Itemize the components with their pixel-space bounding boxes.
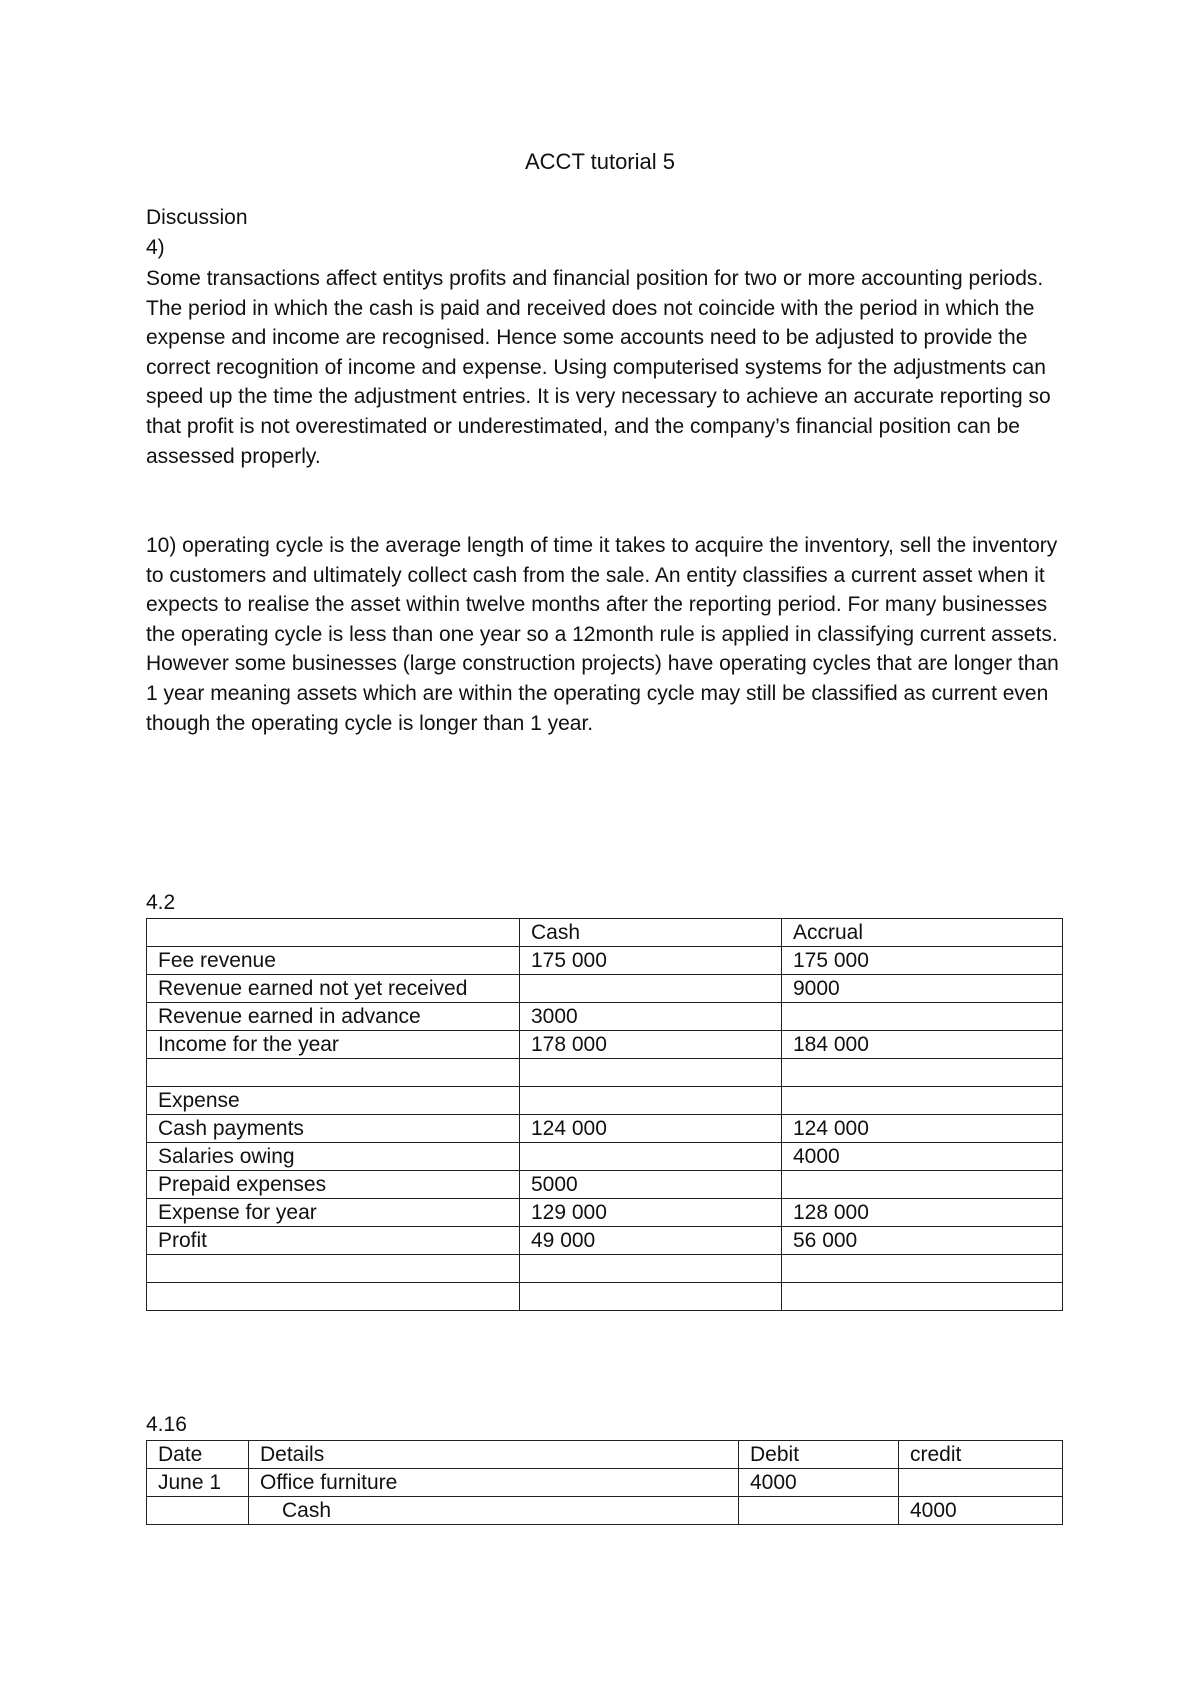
table-cell [782,1171,1063,1199]
discussion-heading: Discussion [146,206,248,229]
table-cell [520,975,782,1003]
table-cell: Income for the year [147,1031,520,1059]
table-cell [147,1283,520,1311]
table-cell: 124 000 [520,1115,782,1143]
table-row [147,1171,1063,1199]
table-cell [782,1255,1063,1283]
table-cell: Revenue earned in advance [147,1003,520,1031]
table-row [147,1031,1063,1059]
table-header-credit: credit [899,1441,1063,1469]
table-cell: 4000 [899,1497,1063,1525]
table-cell: Expense for year [147,1199,520,1227]
exercise-4-16-label: 4.16 [146,1413,187,1436]
table-cell: 184 000 [782,1031,1063,1059]
table-row [147,1497,1063,1525]
table-cell: 175 000 [520,947,782,975]
table-cell [147,1059,520,1087]
table-cell: 49 000 [520,1227,782,1255]
table-cell: 9000 [782,975,1063,1003]
table-row [147,1003,1063,1031]
table-header-cash: Cash [520,919,782,947]
exercise-4-16-journal-table [146,1440,1063,1525]
table-cell: Office furniture [249,1469,739,1497]
table-row [147,1059,1063,1087]
table-cell [739,1497,899,1525]
table-cell: 4000 [782,1143,1063,1171]
question-10-answer: 10) operating cycle is the average length of time it takes to acquire the inventory, sell the inventory to customers and ultimately collect cash from the sale. An entity classifies a current asset when it expects to realise the asset within twelve months after the reporting period. For many businesses the operating cycle is less than one year so a 12month rule is applied in classifying current assets. However some businesses (large construction projects) have operating cycles that are longer than 1 year meaning assets which are within the operating cycle may still be classified as current even though the operating cycle is longer than 1 year. [146,534,1059,735]
table-cell [520,1059,782,1087]
table-row [147,1255,1063,1283]
page-title: ACCT tutorial 5 [525,149,675,174]
table-cell [520,1283,782,1311]
table-cell: Revenue earned not yet received [147,975,520,1003]
table-row [147,1199,1063,1227]
table-cell [520,1255,782,1283]
table-row [147,975,1063,1003]
table-cell [147,919,520,947]
table-cell [782,1059,1063,1087]
table-cell [520,1143,782,1171]
table-cell: 3000 [520,1003,782,1031]
table-cell [782,1003,1063,1031]
table-cell [147,1497,249,1525]
table-cell: 4000 [739,1469,899,1497]
table-header-details: Details [249,1441,739,1469]
table-row [147,1469,1063,1497]
table-cell: 5000 [520,1171,782,1199]
table-cell: Cash [249,1497,739,1525]
table-header-debit: Debit [739,1441,899,1469]
question-4-label: 4) [146,236,165,259]
table-cell [520,1087,782,1115]
table-cell: 129 000 [520,1199,782,1227]
table-cell: Prepaid expenses [147,1171,520,1199]
table-row [147,919,1063,947]
table-cell: 175 000 [782,947,1063,975]
table-row [147,1283,1063,1311]
table-row [147,1227,1063,1255]
table-cell: June 1 [147,1469,249,1497]
table-cell: 128 000 [782,1199,1063,1227]
table-header-date: Date [147,1441,249,1469]
table-cell: 124 000 [782,1115,1063,1143]
table-cell: Profit [147,1227,520,1255]
exercise-4-2-table [146,918,1063,1311]
table-cell [782,1283,1063,1311]
table-cell [782,1087,1063,1115]
table-row [147,947,1063,975]
table-header-accrual: Accrual [782,919,1063,947]
table-cell: Fee revenue [147,947,520,975]
exercise-4-2-label: 4.2 [146,891,176,914]
table-cell [147,1255,520,1283]
table-cell [899,1469,1063,1497]
table-row [147,1115,1063,1143]
table-row [147,1143,1063,1171]
table-row [147,1087,1063,1115]
table-row [147,1441,1063,1469]
table-cell: Expense [147,1087,520,1115]
table-cell: 178 000 [520,1031,782,1059]
table-cell: Salaries owing [147,1143,520,1171]
question-4-answer: Some transactions affect entitys profits and financial position for two or more accounting periods. The period in which the cash is paid and received does not coincide with the period in which the expense and income are recognised. Hence some accounts need to be adjusted to provide the correct recognition of income and expense. Using computerised systems for the adjustments can speed up the time the adjustment entries. It is very necessary to achieve an accurate reporting so that profit is not overestimated or underestimated, and the company’s financial position can be assessed properly. [146,267,1051,468]
table-cell: Cash payments [147,1115,520,1143]
table-cell: 56 000 [782,1227,1063,1255]
